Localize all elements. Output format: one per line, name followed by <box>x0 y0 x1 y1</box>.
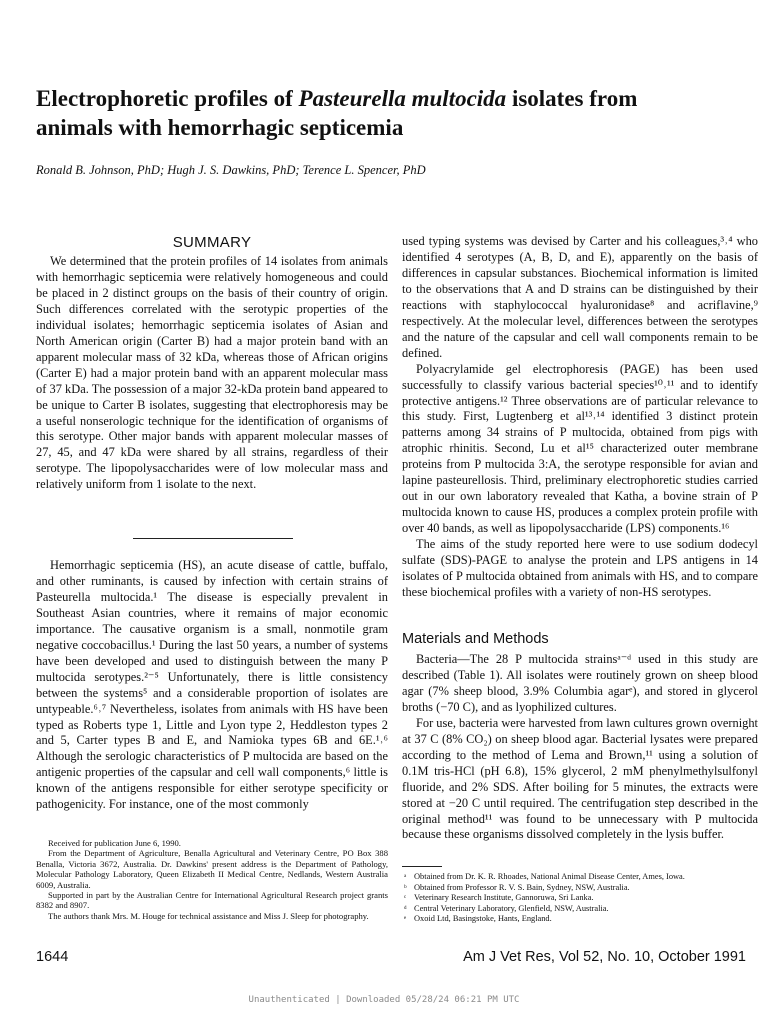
footnote-marker: ᵃ <box>404 872 407 881</box>
methods-section <box>402 652 758 843</box>
title-part-1: Electrophoretic profiles of <box>36 86 299 111</box>
footnote-text: Veterinary Research Institute, Gannoruwa, Sri Lanka. <box>414 893 594 902</box>
summary-paragraph: We determined that the protein profiles of 14 isolates from animals with hemorrhagic septicemia were relatively homogeneous and could be placed in 2 distinct groups on the basis of their country of origin. Such differences correlated with the serotypic properties of the individual isolates; hemorrhagic septicemia isolates of Asian and North American origin (Carter B) had a major protein band with an apparent molecular mass of 32 kDa, whereas those of African origins (Carter E) had a major protein band with an apparent molecular mass of 37 kDa. The possession of a major 32-kDa protein band appeared to be unique to Carter B isolates, suggesting that electrophoresis may be a useful nonserologic technique for the identification of organisms of this serotype. Other major bands with apparent molecular masses of 27, 45, and 47 kDa were shared by all strains, regardless of their serotype. The lipopolysaccharides were of low molecular mass and relatively uniform from 1 isolate to the next. <box>36 254 388 492</box>
title-part-2: isolates from animals with hemorrhagic septicemia <box>36 86 638 140</box>
aims-paragraph: The aims of the study reported here were to use sodium dodecyl sulfate (SDS)-PAGE to analyse the protein and LPS antigens in 14 isolates of P multocida obtained from animals with HS, and to compare these biochemical profiles with a variety of non-HS serotypes. <box>402 537 758 599</box>
section-divider <box>133 538 293 539</box>
footnote-a <box>402 872 758 883</box>
footnote-e <box>402 914 758 925</box>
funding-note: Supported in part by the Australian Centre for International Agricultural Research project grants 8382 and 8907. <box>36 890 388 911</box>
footnote-divider <box>402 866 442 867</box>
page-number: 1644 <box>36 949 69 965</box>
intro-paragraph: Hemorrhagic septicemia (HS), an acute disease of cattle, buffalo, and other ruminants, is caused by infection with certain strains of Pasteurella multocida.¹ The disease is especially prevalent in Southeast Asian countries, where it remains of major economic importance. The causative organism is a small, nonmotile gram negative coccobacillus.¹ During the last 50 years, a number of systems have been developed and used to distinguish between the many P multocida serotypes.²⁻⁵ Unfortunately, there is little consistency between the systems⁵ and a considerable proportion of isolates are untypeable.⁶˒⁷ Nevertheless, isolates from animals with HS have been typed as Roberts type 1, Little and Lyon type 2, Heddleston types 2 and 5, Carter types B and E, and Namioka types 6B and 6E.¹˒⁶ Although the serologic characteristics of P multocida are based on the antigenic properties of the capsular and cell wall components,⁶ little is known of the antigens responsible for either serotype specificity or pathogenicity. For instance, one of the most commonly <box>36 558 388 812</box>
footnote-marker: ᵉ <box>404 914 407 923</box>
title-organism: Pasteurella multocida <box>298 86 507 111</box>
footnote-c <box>402 893 758 904</box>
author-list: Ronald B. Johnson, PhD; Hugh J. S. Dawkins, PhD; Terence L. Spencer, PhD <box>36 163 426 177</box>
download-notice: Unauthenticated | Downloaded 05/28/24 06:21 PM UTC <box>248 995 520 1005</box>
summary-heading: SUMMARY <box>172 234 252 251</box>
methods-heading: Materials and Methods <box>402 631 549 647</box>
received-note: Received for publication June 6, 1990. <box>48 838 181 848</box>
article-title <box>36 84 696 142</box>
footnote-marker: ᵈ <box>404 903 407 913</box>
footnote-marker: ᵇ <box>404 882 407 892</box>
footnote-b <box>402 883 758 894</box>
journal-citation: Am J Vet Res, Vol 52, No. 10, October 1991 <box>463 949 746 965</box>
summary-section <box>36 254 388 493</box>
footnote-text: Central Veterinary Laboratory, Glenfield, NSW, Australia. <box>414 903 609 913</box>
affiliation-note: From the Department of Agriculture, Benalla Agricultural and Veterinary Centre, PO Box 388 Benalla, Victoria 3672, Australia. Dr. Dawkins' present address is the Department of Pathology, Molecular Pathology Laboratory, Queen Elizabeth II Medical Centre, Nedlands, Western Australia 6009, Australia. <box>36 848 388 890</box>
footnotes <box>402 872 758 925</box>
footnote-text: Obtained from Dr. K. R. Rhoades, National Animal Disease Center, Ames, Iowa. <box>414 872 685 881</box>
footnote-text: Oxoid Ltd, Basingstoke, Hants, England. <box>414 914 552 923</box>
footnote-marker: ᶜ <box>404 893 407 902</box>
acknowledgment-note: The authors thank Mrs. M. Houge for technical assistance and Miss J. Sleep for photography. <box>48 910 369 921</box>
page-paragraph: Polyacrylamide gel electrophoresis (PAGE) has been used successfully to classify various bacterial species¹⁰˒¹¹ and to identify protective antigens.¹² Three observations are of particular relevance to this study. First, Lugtenberg et al¹³˒¹⁴ identified 3 distinct protein patterns among 34 strains of P multocida, obtained from pigs with atrophic rhinitis. Second, Lu et al¹⁵ characterized outer membrane proteins from P multocida 3:A, the serotype responsible for avian and lapine pasteurellosis. Third, preliminary electrophoretic studies carried out in our own laboratory revealed that Katha, a bovine strain of P multocida known to cause HS, produces a complex protein profile with over 40 bands, as well as lipopolysaccharide (LPS) components.¹⁶ <box>402 361 758 536</box>
footnote-d <box>402 904 758 915</box>
lysate-paragraph: For use, bacteria were harvested from lawn cultures grown overnight at 37 C (8% CO₂) on sheep blood agar. Bacterial lysates were prepared according to the method of Lema and Brown,¹¹ using a solution of 0.1M tris-HCl (pH 6.8), 15% glycerol, 2 mM phenylmethylsulfonyl fluoride, and 2% SDS. After boiling for 5 minutes, the extracts were stored at −20 C until required. The centrifugation step described in the original method¹¹ was found to be unnecessary with P multocida because these organisms dissolved completely in the lysis buffer. <box>402 715 759 842</box>
introduction-section <box>36 558 388 813</box>
footnote-text: Obtained from Professor R. V. S. Bain, Sydney, NSW, Australia. <box>414 882 630 892</box>
article-notes <box>36 838 388 921</box>
introduction-continued <box>402 234 758 601</box>
bacteria-paragraph: Bacteria—The 28 P multocida strainsᵃ⁻ᵈ used in this study are described (Table 1). All isolates were routinely grown on sheep blood agar (7% sheep blood, 3.9% Columbia agarᵉ), and stored in glycerol broths (−70 C), and as lyophilized cultures. <box>402 652 758 714</box>
intro-continued-paragraph: used typing systems was devised by Carter and his colleagues,³˒⁴ who identified 4 serotypes (A, B, D, and E), apparently on the basis of differences in capsular substances. Biochemical information is limited to the observations that A and D strains can be distinguished by their reactions with staphylococcal hyaluronidase⁸ and acriflavine,⁹ respectively. At the molecular level, differences between the serotypes and the nature of the capsular and cell wall components remain to be defined. <box>402 234 758 360</box>
